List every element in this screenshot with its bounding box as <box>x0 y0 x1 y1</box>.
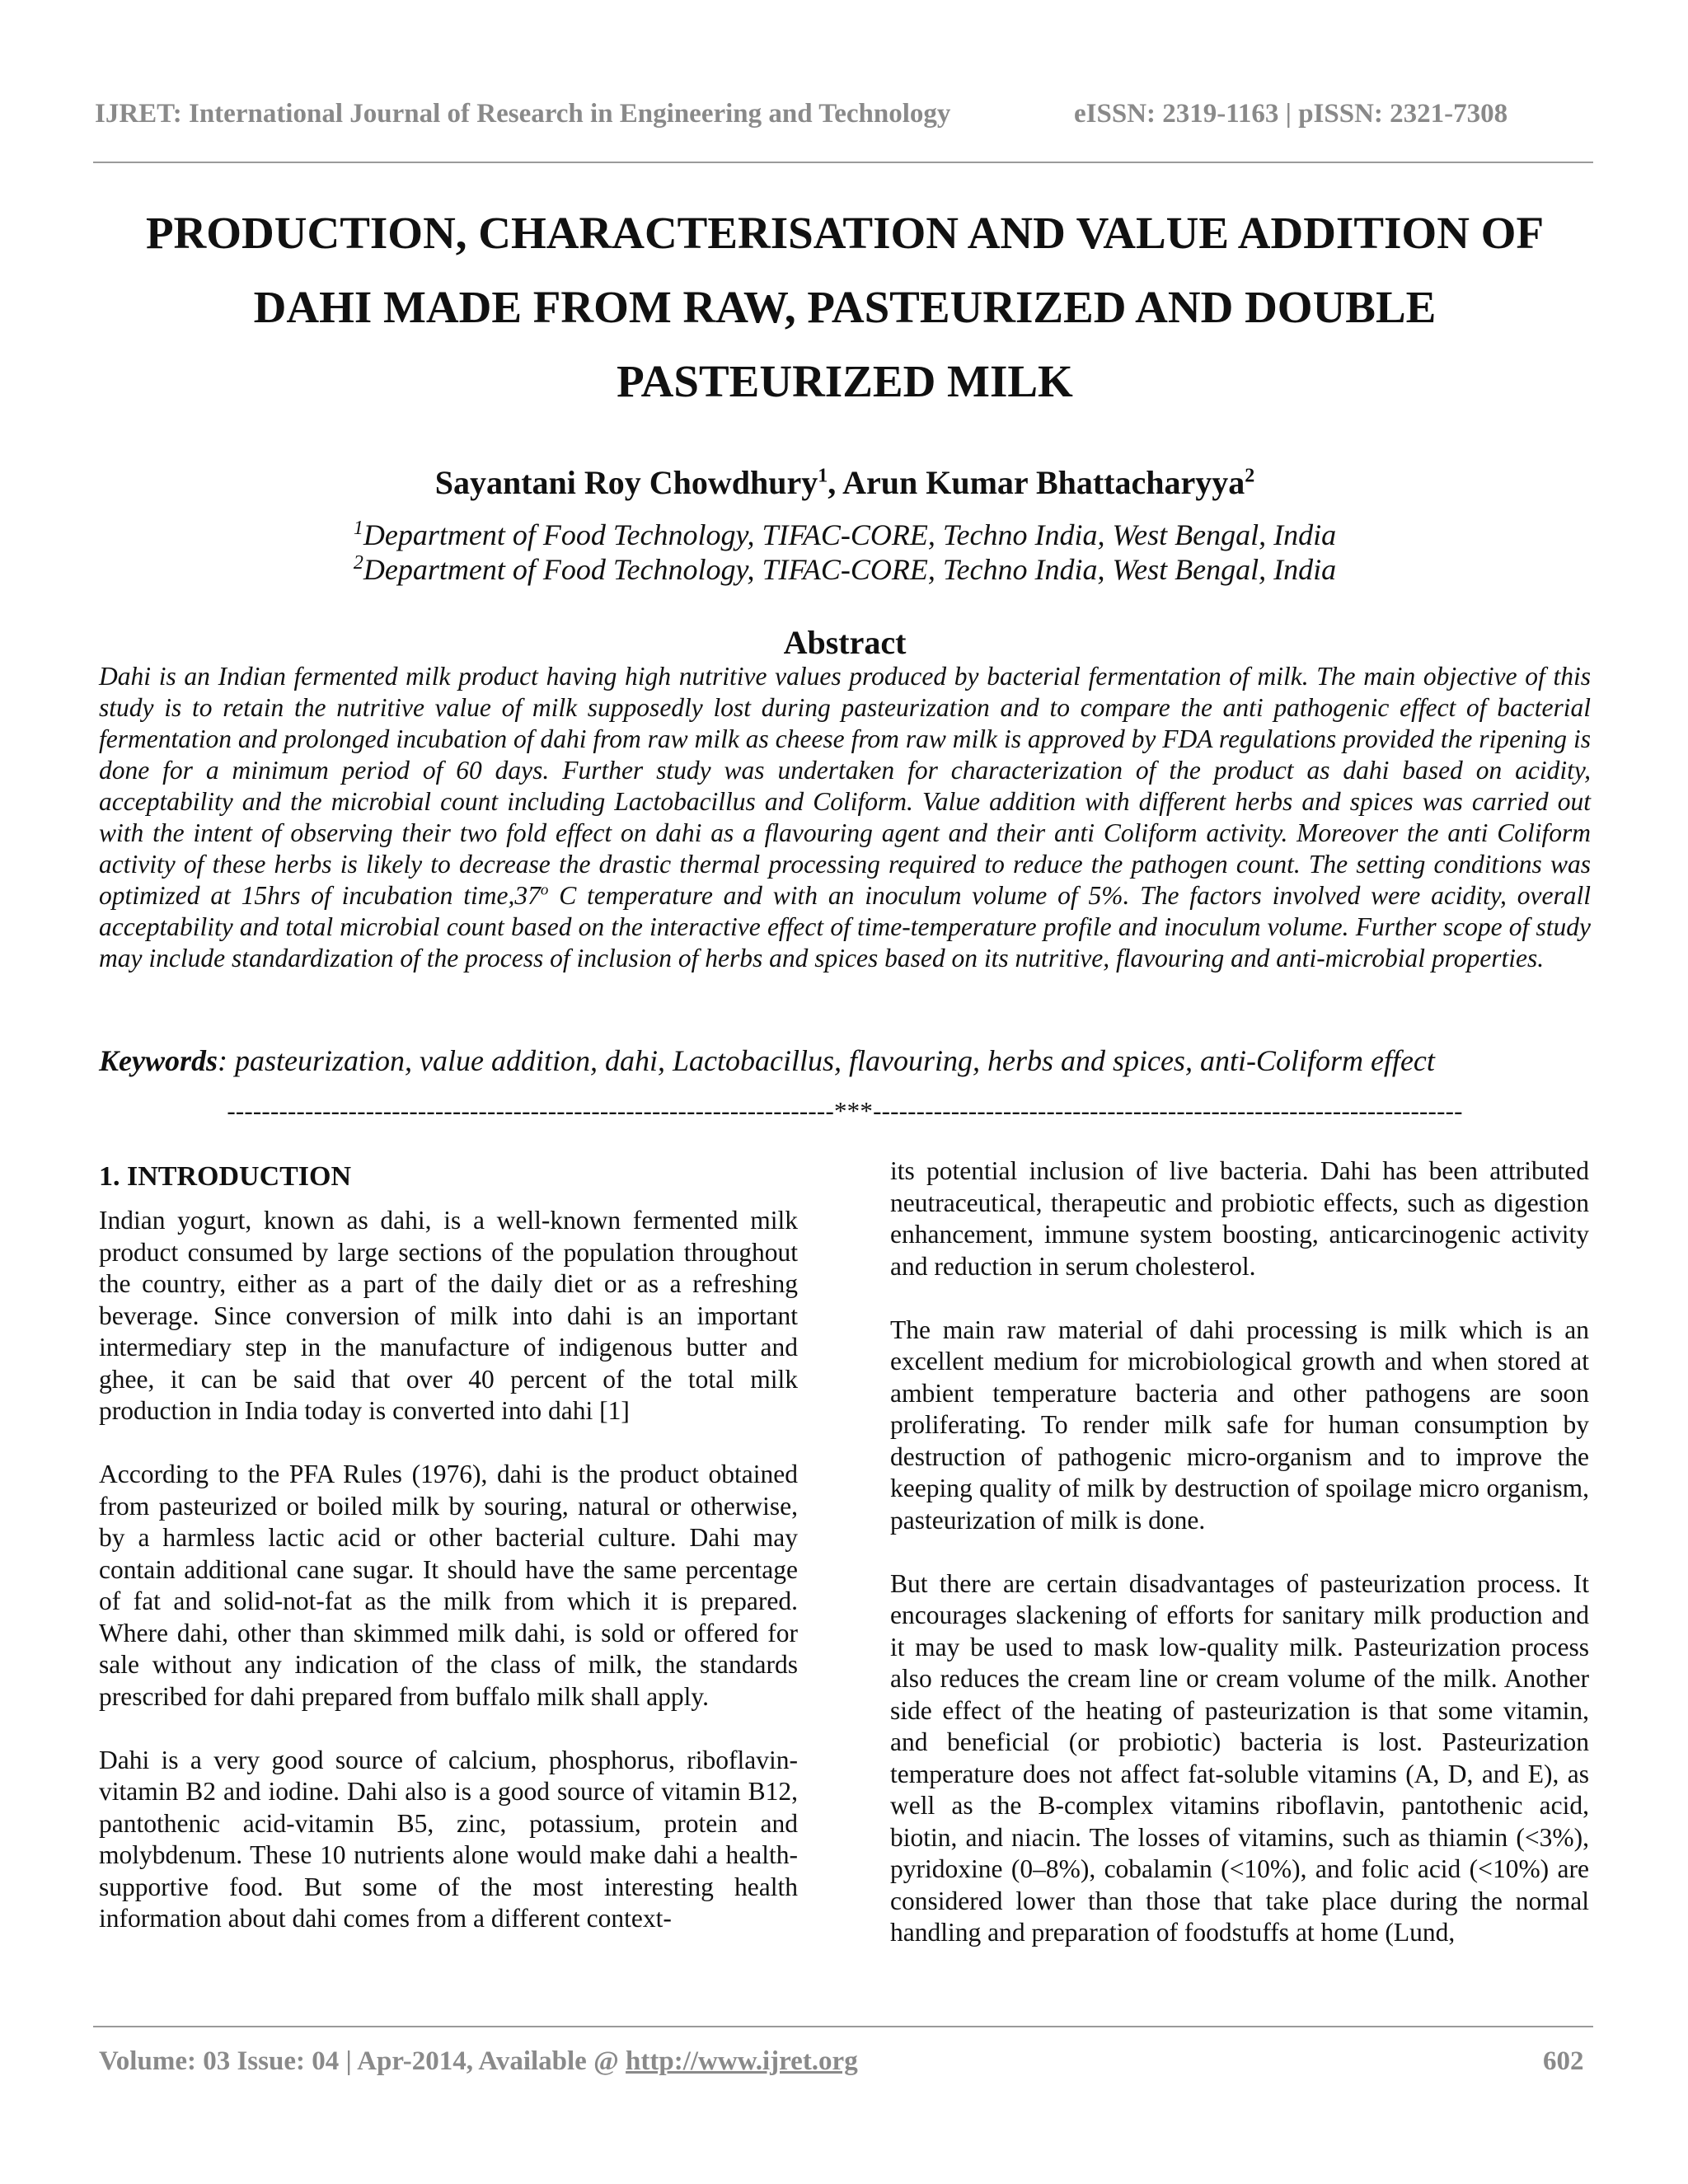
journal-website-link[interactable]: http://www.ijret.org <box>626 2046 858 2076</box>
affiliation-marker: 2 <box>353 552 363 574</box>
paragraph: But there are certain disadvantages of pasteurization process. It encourages slackening of efforts for sanitary milk production and it may be used to mask low-quality milk. Pasteurization process also reduces the cream line or cream volume of the milk. Another side effect of the heating of pasteurization is that some vitamin, and beneficial (or probiotic) bacteria is lost. Pasteurization temperature does not affect fat-soluble vitamins (A, D, and E), as well as the B-complex vitamins riboflavin, pantothenic acid, biotin, and niacin. The losses of vitamins, such as thiamin (<3%), pyridoxine (0–8%), cobalamin (<10%), and folic acid (<10%) are considered lower than those that take place during the normal handling and preparation of foodstuffs at home (Lund, <box>890 1568 1589 1947</box>
authors <box>99 463 1591 502</box>
abstract-text <box>99 661 1591 974</box>
journal-name: IJRET: International Journal of Research in Engineering and Technology <box>95 99 951 129</box>
footer-volume-text: Volume: 03 Issue: 04 | Apr-2014, Available @ <box>99 2046 626 2076</box>
abstract-heading: Abstract <box>783 624 907 661</box>
left-column <box>99 1159 798 1966</box>
author-affiliation-marker: 2 <box>1245 465 1255 487</box>
abstract-text-part: C temperature and with an inoculum volume of 5%. The factors involved were acidity, overall acceptability and total microbial count based on the interactive effect of time-temperature profile and inoculum volume. Further scope of study may include standardization of the process of inclusion of herbs and spices based on its nutritive, flavouring and anti-microbial properties. <box>99 881 1591 972</box>
page-number: 602 <box>1543 2046 1584 2076</box>
title-line: PASTEURIZED MILK <box>617 356 1073 406</box>
title-line: DAHI MADE FROM RAW, PASTEURIZED AND DOUBLE <box>253 282 1437 332</box>
affiliation-marker: 1 <box>353 518 363 539</box>
author-separator: , <box>828 464 843 501</box>
degree-superscript: o <box>540 881 549 899</box>
paragraph: According to the PFA Rules (1976), dahi is the product obtained from pasteurized or boiled milk by souring, natural or otherwise, by a harmless lactic acid or other bacterial culture. Dahi may contain additional cane sugar. It should have the same percentage of fat and solid-not-fat as the milk from which it is prepared. Where dahi, other than skimmed milk dahi, is sold or offered for sale without any indication of the class of milk, the standards prescribed for dahi prepared from buffalo milk shall apply. <box>99 1460 798 1711</box>
keywords <box>99 1043 1591 1078</box>
section-heading: 1. INTRODUCTION <box>99 1161 352 1192</box>
affiliation-text: Department of Food Technology, TIFAC-CORE, Techno India, West Bengal, India <box>363 553 1337 586</box>
header-rule <box>93 162 1593 163</box>
paragraph: its potential inclusion of live bacteria. Dahi has been attributed neutraceutical, therapeutic and probiotic effects, such as digestion enhancement, immune system boosting, anticarcinogenic activity and reduction in serum cholesterol. <box>890 1156 1589 1281</box>
affiliation <box>99 518 1591 552</box>
author-affiliation-marker: 1 <box>818 465 828 487</box>
abstract-text-part: Dahi is an Indian fermented milk product having high nutritive values produced by bacterial fermentation of milk. The main objective of this study is to retain the nutritive value of milk supposedly lost during pasteurization and to compare the anti pathogenic effect of bacterial fermentation and prolonged incubation of dahi from raw milk as cheese from raw milk is approved by FDA regulations provided the ripening is done for a minimum period of 60 days. Further study was undertaken for characterization of the product as dahi based on acidity, acceptability and the microbial count including Lactobacillus and Coliform. Value addition with different herbs and spices was carried out with the intent of observing their two fold effect on dahi as a flavouring agent and their anti Coliform activity. Moreover the anti Coliform activity of these herbs is likely to decrease the drastic thermal processing required to reduce the pathogen count. The setting conditions was optimized at 15hrs of incubation time,37 <box>99 662 1591 910</box>
right-column <box>890 1155 1589 1980</box>
keywords-list: : pasteurization, value addition, dahi, Lactobacillus, flavouring, herbs and spices, anti-Coliform effect <box>218 1044 1435 1077</box>
footer-rule <box>93 2026 1593 2027</box>
paragraph: Dahi is a very good source of calcium, phosphorus, riboflavin-vitamin B2 and iodine. Dahi also is a good source of vitamin B12, pantothenic acid-vitamin B5, zinc, potassium, protein and molybdenum. These 10 nutrients alone would make dahi a health-supportive food. But some of the most interesting health information about dahi comes from a different context- <box>99 1745 798 1933</box>
paper-title <box>99 196 1591 419</box>
author-name: Arun Kumar Bhattacharyya <box>842 464 1245 501</box>
affiliation <box>99 552 1591 587</box>
paragraph: The main raw material of dahi processing is milk which is an excellent medium for microbiological growth and when stored at ambient temperature bacteria and other pathogens are soon proliferating. To render milk safe for human consumption by destruction of pathogenic micro-organism and to improve the keeping quality of milk by destruction of spoilage micro organism, pasteurization of milk is done. <box>890 1315 1589 1535</box>
issn: eISSN: 2319-1163 | pISSN: 2321-7308 <box>1074 99 1508 129</box>
keywords-label: Keywords <box>99 1044 218 1077</box>
section-separator: ----------------------------------------------------------------------***-------------------------------------------------------------------- <box>227 1096 1463 1125</box>
author-name: Sayantani Roy Chowdhury <box>434 464 818 501</box>
paragraph: Indian yogurt, known as dahi, is a well-known fermented milk product consumed by large sections of the population throughout the country, either as a part of the daily diet or as a refreshing beverage. Since conversion of milk into dahi is an important intermediary step in the manufacture of indigenous butter and ghee, it can be said that over 40 percent of the total milk production in India today is converted into dahi [1] <box>99 1206 798 1425</box>
affiliation-text: Department of Food Technology, TIFAC-CORE, Techno India, West Bengal, India <box>363 518 1337 551</box>
title-line: PRODUCTION, CHARACTERISATION AND VALUE ADDITION OF <box>145 208 1545 258</box>
footer-volume-info <box>99 2046 858 2077</box>
